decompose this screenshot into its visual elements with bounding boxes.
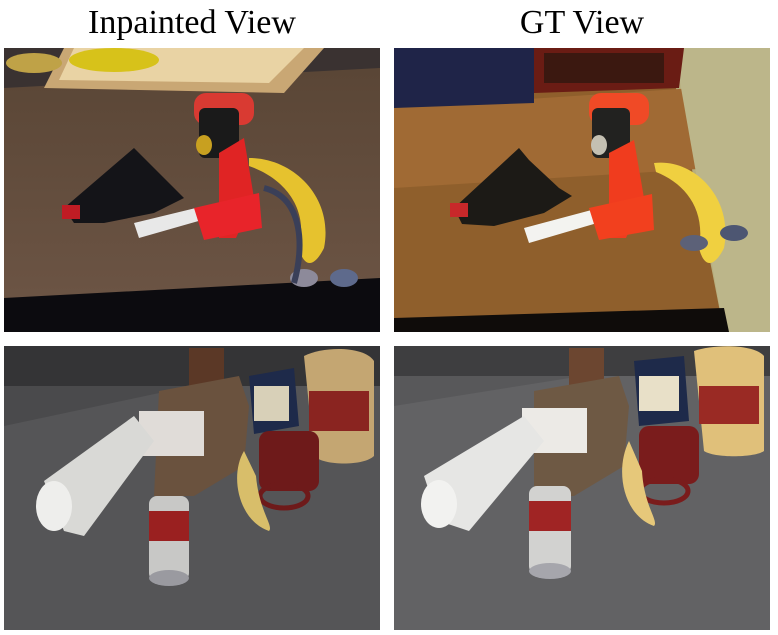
inpainted-tabletop-scene-image bbox=[4, 346, 380, 630]
gt-tabletop-scene-image bbox=[394, 346, 770, 630]
inpainted-drill-scene-image bbox=[4, 48, 380, 332]
gt-drill-scene-image bbox=[394, 48, 770, 332]
gt-view-title: GT View bbox=[519, 4, 645, 41]
inpainted-view-title: Inpainted View bbox=[88, 4, 296, 41]
